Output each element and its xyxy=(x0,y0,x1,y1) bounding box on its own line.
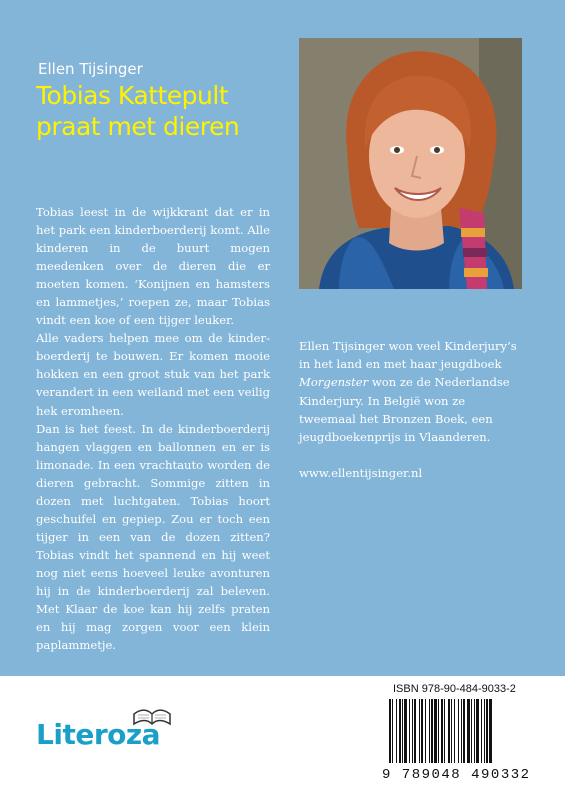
barcode-bar xyxy=(486,699,488,763)
book-title xyxy=(36,80,239,142)
barcode-bar xyxy=(476,699,479,763)
barcode-bar xyxy=(396,699,397,763)
publisher-logo xyxy=(36,704,186,764)
isbn-barcode xyxy=(387,699,545,765)
barcode-bar xyxy=(425,699,426,763)
barcode-bar xyxy=(409,699,410,763)
bio-book-title: Morgenster xyxy=(299,375,369,390)
barcode-bar xyxy=(431,699,433,763)
author-portrait-illustration xyxy=(299,38,522,289)
barcode-bar xyxy=(471,699,472,763)
barcode-bar xyxy=(481,699,482,763)
barcode-bar xyxy=(389,699,391,763)
barcode-bar xyxy=(461,699,462,763)
author-bio xyxy=(299,337,522,482)
barcode-bar xyxy=(434,699,437,763)
bio-text-part-2: won ze de Nederlandse Kinderjury. In België won ze tweemaal het Bronzen Boek, een jeugdboekenprijs in Vlaanderen. xyxy=(299,375,510,445)
book-blurb xyxy=(36,203,270,654)
blurb-paragraph: Alle vaders helpen mee om de kinderboerderij te bouwen. Er komen mooie hokken en een groot stuk van het park verandert in een weiland met een veilig hek eromheen. xyxy=(36,331,270,418)
barcode-bar xyxy=(474,699,475,763)
author-name: Ellen Tijsinger xyxy=(38,60,143,78)
author-website[interactable]: www.ellentijsinger.nl xyxy=(299,466,423,481)
barcode-bar xyxy=(414,699,416,763)
barcode-bar xyxy=(392,699,393,763)
bio-text-part-1: Ellen Tijsinger won veel Kinderjury’s in het land en met haar jeugdboek xyxy=(299,339,517,372)
barcode-bar xyxy=(467,699,470,763)
barcode-bar xyxy=(463,699,465,763)
barcode-bar xyxy=(489,699,492,763)
barcode-bar xyxy=(402,699,403,763)
barcode-bar xyxy=(404,699,407,763)
barcode-bar xyxy=(419,699,420,763)
barcode-number: 9 789048 490332 xyxy=(382,767,531,783)
book-title-line-1: Tobias Kattepult xyxy=(36,81,229,110)
barcode-bar xyxy=(448,699,450,763)
blurb-paragraph: Tobias leest in de wijkkrant dat er in het park een kinderboerderij komt. Alle kinderen in de buurt mogen meedenken over de dieren die er moeten komen. ‘Konijnen en hamsters en lammetjes,’ roepen ze, maar Tobias vindt een koe of een tijger leuker. xyxy=(36,205,270,328)
barcode-bar xyxy=(444,699,445,763)
isbn-label: ISBN 978-90-484-9033-2 xyxy=(393,683,516,695)
publisher-name: Literoza xyxy=(36,718,161,751)
barcode-bar xyxy=(429,699,430,763)
barcode-bar xyxy=(454,699,455,763)
book-title-line-2: praat met dieren xyxy=(36,112,240,141)
barcode-bar xyxy=(438,699,439,763)
barcode-bar xyxy=(451,699,452,763)
blurb-paragraph: Dan is het feest. In de kinderboerderij hangen vlaggen en ballonnen en er is limonade. In een vrachtauto worden de dieren gebracht. Sommige zitten in dozen met luchtgaten. Tobias hoort geschuifel en gepiep. Zou er toch een tijger in een van de dozen zitten? Tobias vindt het spannend en hij weet nog niet eens hoeveel leuke avonturen hij in de kinderboerderij zal beleven. Met Klaar de koe kan hij zelfs praten en hij mag zorgen voor een klein paplammetje. xyxy=(36,421,270,653)
author-photo xyxy=(299,38,522,289)
barcode-bar xyxy=(412,699,413,763)
bio-paragraph xyxy=(299,337,522,446)
barcode-bar xyxy=(458,699,459,763)
barcode-bar xyxy=(399,699,401,763)
barcode-bar xyxy=(484,699,485,763)
barcode-bar xyxy=(441,699,443,763)
barcode-bar xyxy=(421,699,423,763)
